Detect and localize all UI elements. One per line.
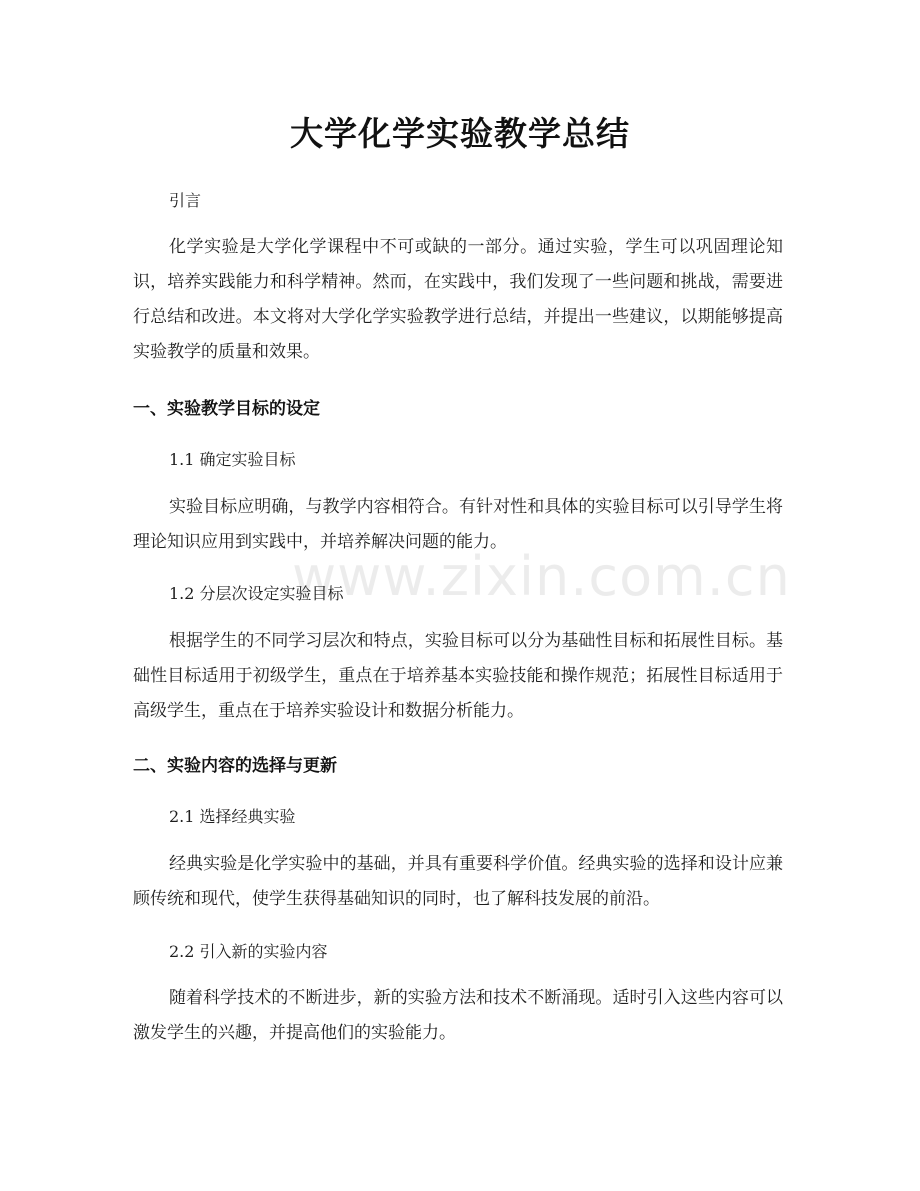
section-1-2-heading: 1.2 分层次设定实验目标	[169, 584, 344, 603]
section-2-1-paragraph: 经典实验是化学实验中的基础，并具有重要科学价值。经典实验的选择和设计应兼顾传统和现代，使学生获得基础知识的同时，也了解科技发展的前沿。	[133, 854, 783, 909]
section-1-1-paragraph: 实验目标应明确，与教学内容相符合。有针对性和具体的实验目标可以引导学生将理论知识应用到实践中，并培养解决问题的能力。	[133, 497, 783, 552]
section-1-1-heading: 1.1 确定实验目标	[169, 450, 296, 469]
section-2-2-heading: 2.2 引入新的实验内容	[169, 942, 328, 961]
section-2-1-heading: 2.1 选择经典实验	[169, 807, 296, 826]
section-2-heading: 二、实验内容的选择与更新	[133, 756, 337, 776]
watermark: www.zixin.com.cn	[292, 545, 791, 608]
section-1-heading: 一、实验教学目标的设定	[133, 399, 320, 419]
section-2-2-paragraph: 随着科学技术的不断进步，新的实验方法和技术不断涌现。适时引入这些内容可以激发学生的兴趣，并提高他们的实验能力。	[133, 988, 783, 1043]
intro-label: 引言	[169, 191, 202, 210]
section-1-2-paragraph: 根据学生的不同学习层次和特点，实验目标可以分为基础性目标和拓展性目标。基础性目标适用于初级学生，重点在于培养基本实验技能和操作规范；拓展性目标适用于高级学生，重点在于培养实验设计和数据分析能力。	[133, 631, 783, 721]
document-title: 大学化学实验教学总结	[290, 114, 630, 153]
intro-paragraph: 化学实验是大学化学课程中不可或缺的一部分。通过实验，学生可以巩固理论知识，培养实践能力和科学精神。然而，在实践中，我们发现了一些问题和挑战，需要进行总结和改进。本文将对大学化学实验教学进行总结，并提出一些建议，以期能够提高实验教学的质量和效果。	[133, 237, 783, 362]
